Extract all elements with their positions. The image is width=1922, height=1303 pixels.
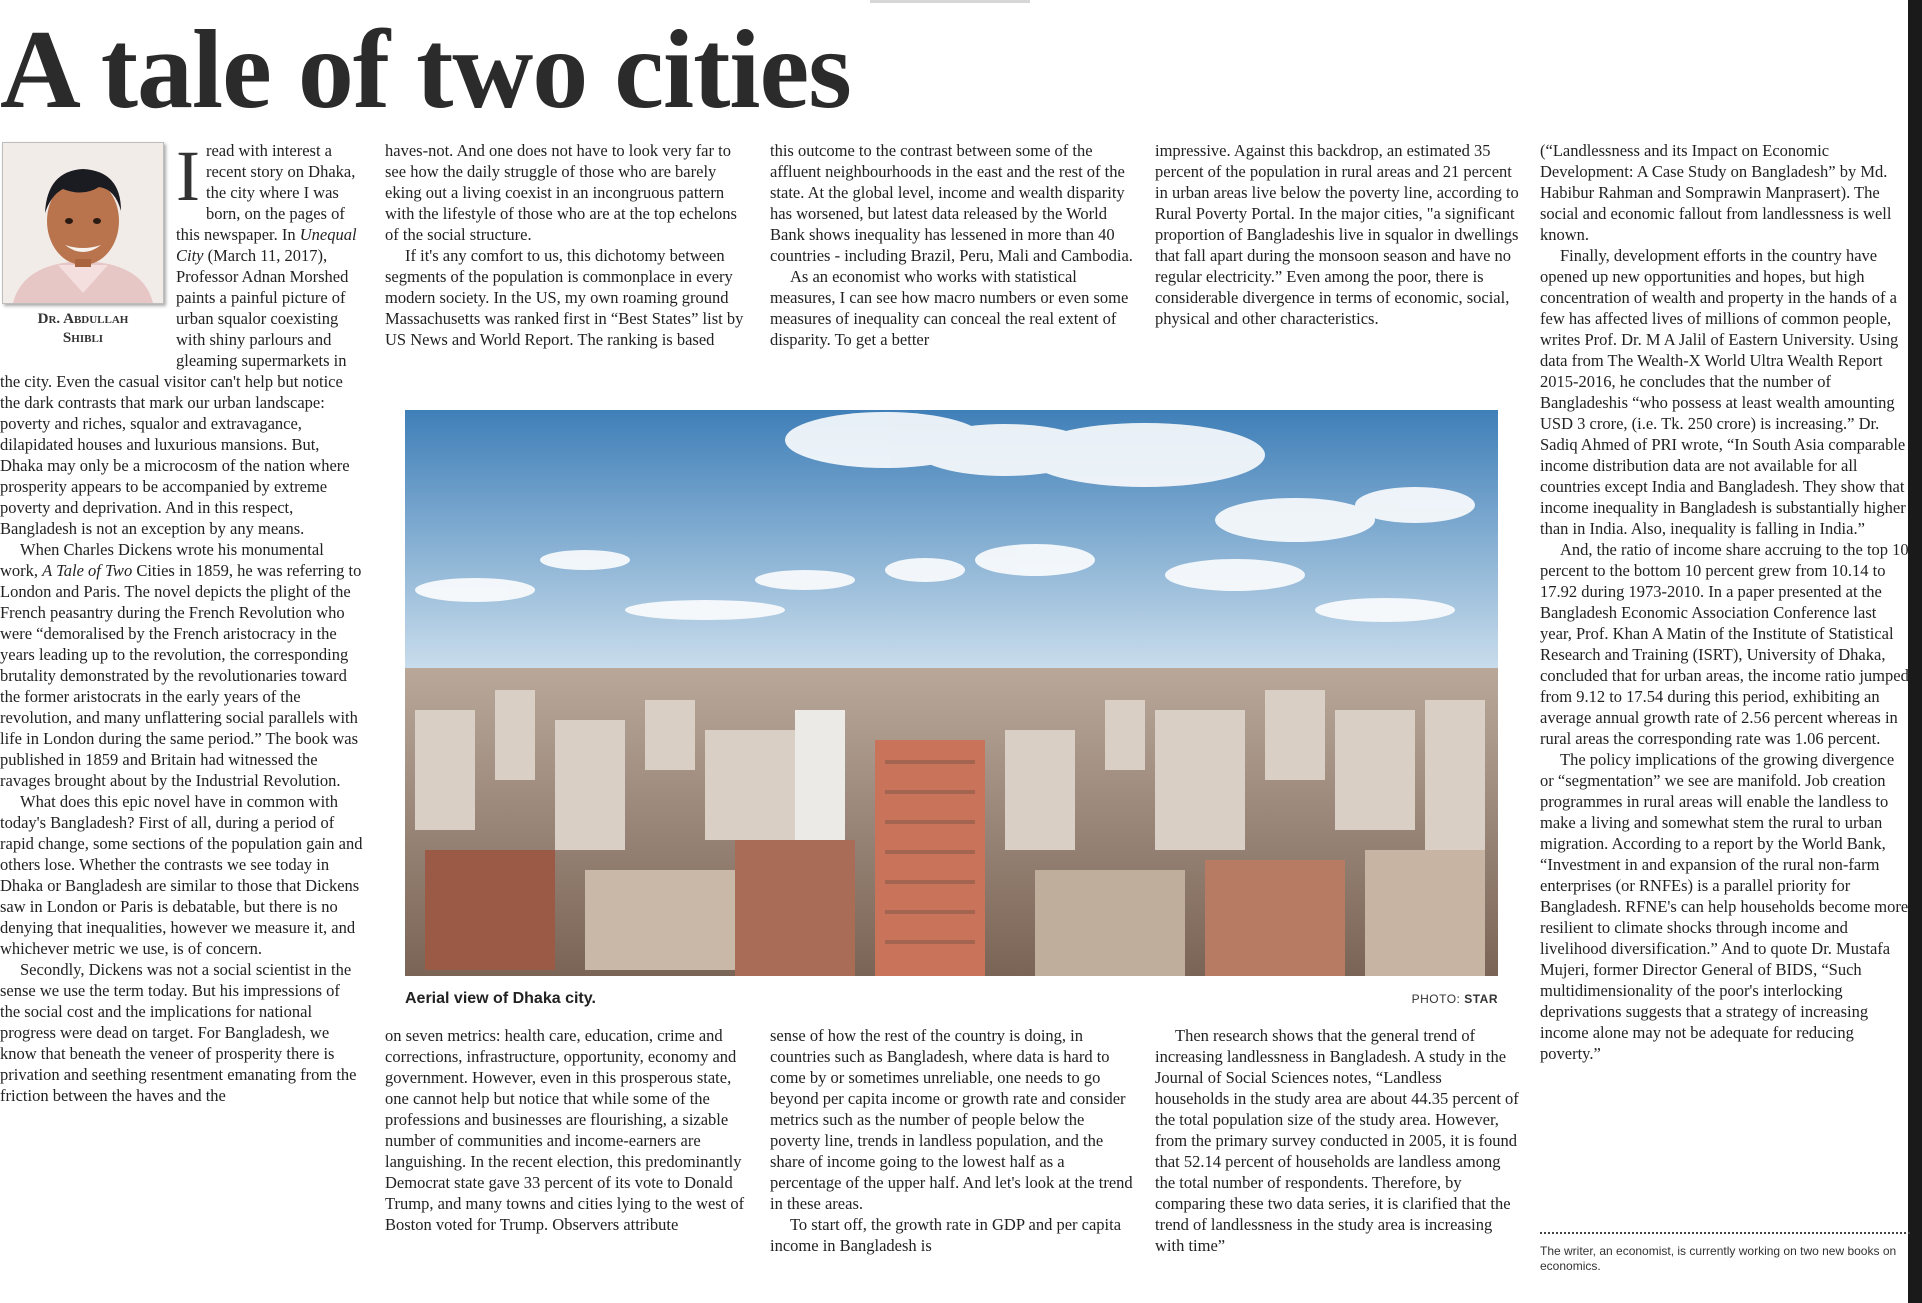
- col5-paragraph-2: Finally, development efforts in the country have opened up new opportunities and hopes, but high concentration of wealth and property in the hands of a few has affected lives of millions of common people, writes Prof. Dr. M A Jalil of Eastern University. Using data from The Wealth-X World Ultra Wealth Report 2015-2016, he concludes that the number of Bangladeshis “who possess at least wealth amounting USD 3 crore, (i.e. Tk. 250 crore) is increasing.” Dr. Sadiq Ahmed of PRI wrote, “In South Asia comparable income distribution data are not available for all countries except India and Bangladesh. They show that income inequality in Bangladesh is substantially higher than in India. Also, inequality is falling in India.”: [1540, 246, 1906, 538]
- column-2-top: [385, 140, 749, 350]
- col5-paragraph-3: And, the ratio of income share accruing to the top 10 percent to the bottom 10 percent grew from 10.14 to 17.92 during 1973-2010. In a paper presented at the Bangladesh Economic Association Conference last year, Prof. Khan A Matin of the Institute of Statistical Research and Training (ISRT), University of Dhaka, concluded that for urban areas, the income ratio jumped from 9.12 to 17.54 during this period, exhibiting an average annual growth rate of 2.56 percent whereas in rural areas the corresponding rate was 1.06 percent.: [1540, 540, 1909, 748]
- photo-credit: [1412, 992, 1498, 1006]
- col1-paragraph-4: Secondly, Dickens was not a social scientist in the sense we use the term today. But his impressions of the social cost and the implications for national progress were dead on target. For Bangladesh, we know that beneath the veneer of prosperity there is privation and seething resentment emanating from the friction between the haves and the: [0, 960, 357, 1105]
- column-3-top: [770, 140, 1134, 350]
- col4-bottom-paragraph-1: Then research shows that the general trend of increasing landlessness in Bangladesh. A study in the Journal of Social Sciences notes, “Landless households in the study area are about 44.35 percent of the total population size of the study area. However, from the primary survey conducted in 2005, it is found that 52.14 percent of households are landless among the total number of respondents. Therefore, by comparing these two data series, it is clarified that the trend of landlessness in the study area is increasing with time”: [1155, 1026, 1519, 1255]
- drop-cap: I: [176, 136, 200, 216]
- col1-p2-text-c: Cities in 1859, he was referring to London and Paris. The novel depicts the plight of the French peasantry during the French Revolution who were “demoralised by the French aristocracy in the years leading up to the revolution, the corresponding brutality demonstrated by the revolutionaries toward the former aristocrats in the early years of the revolution, and many unflattering social parallels with life in London during the same period.” The book was published in 1859 and Britain had witnessed the ravages brought about by the Industrial Revolution.: [0, 561, 362, 790]
- col1-paragraph-2: [0, 539, 364, 791]
- col2-top-paragraph-1: haves-not. And one does not have to look very far to see how the daily struggle of those who are barely eking out a living coexist in an incongruous pattern with the lifestyle of those who are at the top echelons of the social structure.: [385, 141, 737, 244]
- author-endnote: The writer, an economist, is currently working on two new books on economics.: [1540, 1232, 1910, 1274]
- author-name-line2: Shibli: [62, 330, 104, 346]
- col1-p1-title-italic: Unequal City: [176, 225, 357, 265]
- col1-p2-text-a: When Charles Dickens wrote his monumental work,: [0, 540, 324, 580]
- col5-paragraph-4: The policy implications of the growing divergence or “segmentation” we see are manifold. Job creation programmes in rural areas will enable the landless to make a living and somewhat stem the rural to urban migration. According to a report by the World Bank, “Investment in and expansion of the rural non-farm enterprises (or RNFEs) is a parallel priority for Bangladesh. RFNE's can help households become more resilient to climate shocks through income and livelihood diversification.” And to quote Dr. Mustafa Mujeri, former Director General of BIDS, “Such multidimensionality of the poor's interlocking deprivations suggests that a strategy of increasing income alone may not be adequate for reducing poverty.”: [1540, 750, 1909, 1063]
- column-4-bottom: [1155, 1025, 1519, 1256]
- col2-bottom-paragraph-1: on seven metrics: health care, education, crime and corrections, infrastructure, opportunity, economy and government. However, even in this prosperous state, one cannot help but notice that while some of the professions and businesses are flourishing, a sizable number of communities and income-earners are languishing. In the recent election, this predominantly Democrat state gave 33 percent of its vote to Donald Trump, and many towns and cities lying to the west of Boston voted for Trump. Observers attribute: [385, 1026, 745, 1234]
- col3-top-paragraph-1: this outcome to the contrast between some of the affluent neighbourhoods in the east and the rest of the state. At the global level, income and wealth disparity has worsened, but latest data released by the World Bank shows inequality has lessened in more than 40 countries - including Brazil, Peru, Mali and Cambodia.: [770, 141, 1133, 265]
- col3-top-paragraph-2: As an economist who works with statistical measures, I can see how macro numbers or even some measures of inequality can conceal the real extent of disparity. To get a better: [770, 267, 1129, 349]
- column-1: [0, 136, 364, 1106]
- col3-bottom-paragraph-2: To start off, the growth rate in GDP and per capita income in Bangladesh is: [770, 1215, 1122, 1255]
- column-5: [1540, 140, 1910, 1064]
- col2-top-paragraph-2: If it's any comfort to us, this dichotomy between segments of the population is commonplace in every modern society. In the US, my own roaming ground Massachusetts was ranked first in “Best States” list by US News and World Report. The ranking is based: [385, 246, 744, 349]
- col1-p2-title-italic: A Tale of Two: [42, 561, 133, 580]
- photo-caption: Aerial view of Dhaka city.: [405, 990, 596, 1007]
- photo-credit-label: PHOTO:: [1411, 992, 1465, 1006]
- author-name: [0, 310, 166, 348]
- page-top-mark: [870, 0, 1030, 3]
- city-skyline-image: [405, 410, 1498, 976]
- col5-paragraph-1: (“Landlessness and its Impact on Economic Development: A Case Study on Bangladesh” by Md. Habibur Rahman and Somprawin Manprasert). The social and economic fallout from landlessness is well known.: [1540, 141, 1892, 244]
- author-byline: [0, 140, 166, 348]
- column-2-bottom: [385, 1025, 749, 1235]
- col1-p1-text-c: (March 11, 2017), Professor Adnan Morshed paints a painful picture of urban squalor coexisting with shiny parlours and gleaming supermarkets in the city. Even the casual visitor can't help but notice the dark contrasts that mark our urban landscape: poverty and riches, squalor and extravagance, dilapidated houses and luxurious mansions. But, Dhaka may only be a microcosm of the nation where prosperity appears to be accompanied by extreme poverty and deprivation. And in this respect, Bangladesh is not an exception by any means.: [0, 246, 350, 538]
- author-portrait-image: [3, 143, 163, 303]
- photo-credit-source: STAR: [1464, 992, 1498, 1006]
- col3-bottom-paragraph-1: sense of how the rest of the country is doing, in countries such as Bangladesh, where data is hard to come by or sometimes unreliable, one needs to go beyond per capita income or growth rate and consider metrics such as the number of people below the poverty line, trends in landless population, and the share of income going to the lowest half as a percentage of the upper half. And let's look at the trend in these areas.: [770, 1026, 1133, 1213]
- page-edge-shadow: [1908, 0, 1922, 1303]
- author-name-line1: Dr. Abdullah: [37, 311, 129, 327]
- col1-p1-text-a: read with interest a recent story on Dhaka, the city where I was born, on the pages of this newspaper. In: [176, 141, 356, 244]
- tall-white-building: [795, 710, 845, 840]
- column-4-top: [1155, 140, 1519, 329]
- author-photo: [2, 142, 164, 304]
- dhaka-aerial-photo: [405, 410, 1498, 976]
- col4-top-paragraph-1: impressive. Against this backdrop, an estimated 35 percent of the population in rural areas and 21 percent in urban areas live below the poverty line, according to Rural Poverty Portal. In the major cities, "a significant proportion of Bangladeshis live in squalor in dwellings that fall apart during the monsoon season and have no regular electricity.” Even among the poor, there is considerable divergence in terms of economic, social, physical and other characteristics.: [1155, 141, 1519, 328]
- col1-paragraph-3: What does this epic novel have in common with today's Bangladesh? First of all, during a period of rapid change, some sections of the population gain and others lose. Whether the contrasts we see today in Dhaka or Bangladesh are similar to those that Dickens saw in London or Paris is debatable, but there is no denying that inequalities, however we measure it, and whichever metric we use, is of concern.: [0, 792, 363, 958]
- column-3-bottom: [770, 1025, 1134, 1256]
- headline: A tale of two cities: [0, 8, 851, 132]
